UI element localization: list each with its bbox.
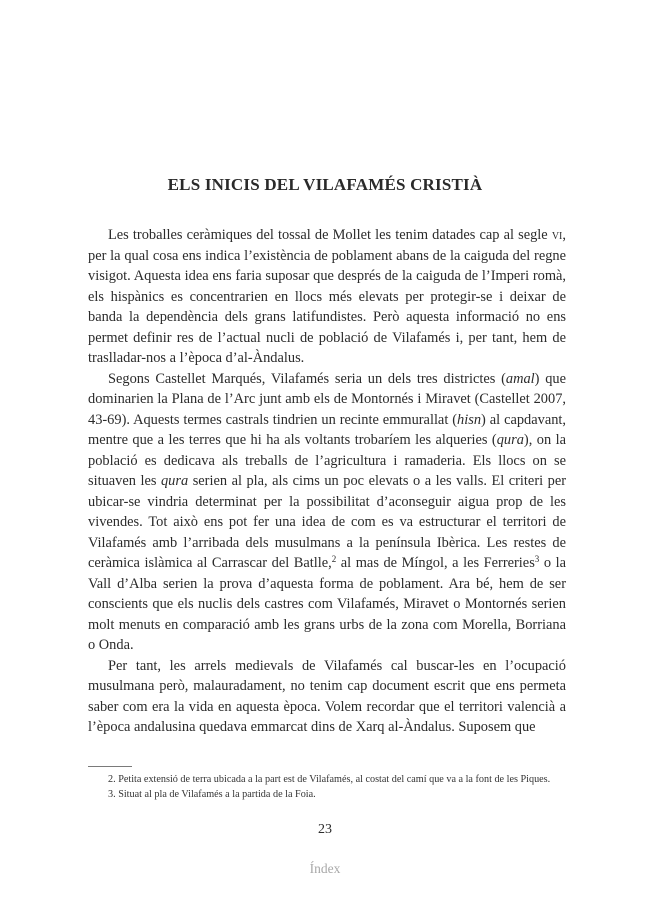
footnote-ref-3[interactable]: 3 xyxy=(534,554,540,564)
footnote-separator xyxy=(88,766,132,767)
p2-text-c: ) al capdavant, mentre que a les terres que hi ha als voltants trobaríem les alqueries ( xyxy=(88,411,566,448)
p1-text-a: Les troballes ceràmiques del tossal de Mollet les tenim datades cap al segle xyxy=(108,227,552,243)
footnotes xyxy=(88,773,566,802)
term-amal: amal xyxy=(505,370,535,387)
paragraph-1 xyxy=(88,225,566,369)
paragraph-2 xyxy=(88,369,566,656)
index-link[interactable]: Índex xyxy=(309,861,341,876)
footnote-3: 3. Situat al pla de Vilafamés a la partida de la Foia. xyxy=(108,788,316,800)
p2-text-e: serien al pla, als cims un poc elevats o a les valls. El criteri per ubicar-se vindria determinat per la possibilitat d’aconseguir aigua prop de les vivendes. Tot això ens pot fer una idea de com es va estructurar el territori de Vilafamés amb l’arribada dels musulmans a la península Ibèrica. Les restes de ceràmica islàmica al Carrascar del Batlle, xyxy=(88,473,566,571)
century-numeral: vi xyxy=(551,227,563,243)
p2-text-d: ), on la població es dedicava als treballs de l’agricultura i ramaderia. Els llocs on se situaven les xyxy=(88,432,566,489)
page-number: 23 xyxy=(318,822,332,837)
term-qura: qura xyxy=(496,432,524,448)
body-text xyxy=(88,225,566,738)
p1-text-b: , per la qual cosa ens indica l’existència de poblament abans de la caiguda del regne visigot. Aquesta idea ens faria suposar que després de la caiguda de l’Imperi romà, els hispànics es concentrarien en llocs més elevats per protegir-se i deixar de banda la dependència dels grans latifundistes. Però aquesta informació no ens permet definir res de l’actual nucli de població de Vilafamés i, per tant, hem de traslladar-nos a l’època d’al-Àndalus. xyxy=(88,227,566,366)
chapter-title: ELS INICIS DEL VILAFAMÉS CRISTIÀ xyxy=(167,175,483,194)
p2-text-f: al mas de Míngol, a les Ferreries xyxy=(336,555,535,571)
p2-text-b: ) que dominarien la Plana de l’Arc junt amb els de Montornés i Miravet (Castellet 2007, 43-69). Aquests termes castrals tindrien un recinte emmurallat ( xyxy=(88,370,566,428)
footnote-ref-2[interactable]: 2 xyxy=(331,554,337,564)
paragraph-3: Per tant, les arrels medievals de Vilafamés cal buscar-les en l’ocupació musulmana però, malauradament, no tenim cap document escrit que ens permeta saber com era la vida en aquesta època. Volem recordar que el territori valencià a l’època andalusina quedava emmarcat dins de Xarq al-Àndalus. Suposem que xyxy=(88,657,566,735)
p2-text-g: o la Vall d’Alba serien la prova d’aquesta forma de poblament. Ara bé, hem de ser conscients que els nuclis dels castres com Vilafamés, Miravet o Montornés serien molt menuts en comparació amb les grans urbs de la zona com Morella, Borriana o Onda. xyxy=(88,555,566,653)
footnote-2: 2. Petita extensió de terra ubicada a la part est de Vilafamés, al costat del camí que va a la font de les Piques. xyxy=(108,774,551,785)
p2-text-a: Segons Castellet Marqués, Vilafamés seria un dels tres districtes ( xyxy=(108,370,506,387)
term-qura: qura xyxy=(160,473,189,489)
term-hisn: hisn xyxy=(457,411,482,428)
